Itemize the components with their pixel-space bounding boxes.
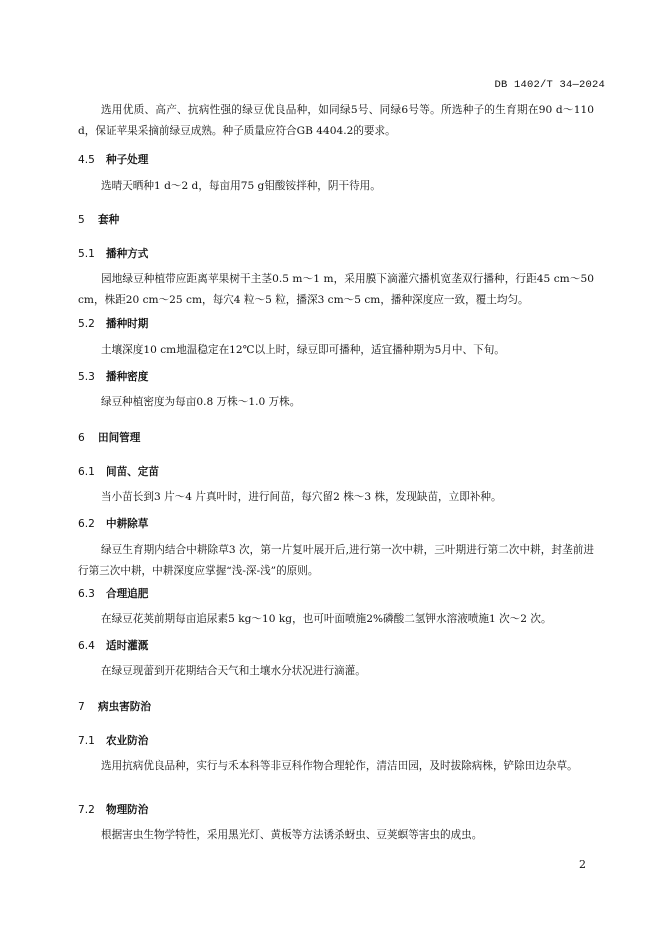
- section-heading-5-3: [78, 369, 148, 385]
- section-paragraph-6-1: 当小苗长到3 片～4 片真叶时，进行间苗，每穴留2 株～3 株，发现缺苗，立即补种。: [101, 491, 502, 503]
- section-paragraph-6-3: 在绿豆花荚前期每亩追尿素5 kg～10 kg，也可叶面喷施2%磷酸二氢钾水溶液喷施1 次～2 次。: [101, 613, 552, 625]
- section-title: 合理追肥: [106, 588, 149, 600]
- section-title: 病虫害防治: [98, 701, 151, 713]
- section-number: 7.2: [78, 804, 95, 816]
- section-number: 6.3: [78, 588, 95, 600]
- section-title: 播种方式: [106, 248, 149, 260]
- section-paragraph-4-5: 选晴天晒种1 d～2 d，每亩用75 g钼酸铵拌种，阴干待用。: [101, 180, 381, 192]
- page-number: 2: [579, 858, 586, 871]
- section-title: 种子处理: [106, 154, 149, 166]
- section-heading-5: [78, 212, 119, 228]
- section-title: 适时灌溉: [106, 640, 149, 652]
- section-number: 5.2: [78, 318, 95, 330]
- section-heading-7-2: [78, 802, 148, 818]
- section-number: 4.5: [78, 154, 95, 166]
- section-number: 6.4: [78, 640, 95, 652]
- section-number: 6.1: [78, 466, 95, 478]
- section-number: 6: [78, 432, 85, 444]
- section-paragraph-5-2: 土壤深度10 cm地温稳定在12℃以上时，绿豆即可播种，适宜播种期为5月中、下旬。: [101, 344, 505, 356]
- section-heading-6-2: [78, 516, 148, 532]
- section-title: 田间管理: [98, 432, 141, 444]
- section-paragraph-5-1: 园地绿豆种植带应距离苹果树干主茎0.5 m～1 m，采用膜下滴灌穴播机宽垄双行播种，行距45 cm～50 cm，株距20 cm～25 cm，每穴4 粒～5 粒，播深3 cm～5 cm，播种深度应一致，覆土均匀。: [78, 273, 594, 306]
- section-number: 5.1: [78, 248, 95, 260]
- section-paragraph-5-3: 绿豆种植密度为每亩0.8 万株～1.0 万株。: [101, 396, 301, 408]
- section-heading-6-4: [78, 638, 148, 654]
- section-title: 套种: [98, 214, 120, 226]
- section-heading-5-2: [78, 316, 148, 332]
- section-number: 7: [78, 701, 85, 713]
- section-number: 5.3: [78, 371, 95, 383]
- section-heading-5-1: [78, 246, 148, 262]
- section-number: 6.2: [78, 518, 95, 530]
- section-heading-7: [78, 699, 151, 715]
- section-paragraph-6-4: 在绿豆现蕾到开花期结合天气和土壤水分状况进行滴灌。: [101, 665, 366, 677]
- section-heading-6-3: [78, 586, 148, 602]
- document-id: DB 1402/T 34—2024: [494, 79, 605, 91]
- section-paragraph-6-2: 绿豆生育期内结合中耕除草3 次，第一片复叶展开后,进行第一次中耕，三叶期进行第二次中耕，封垄前进行第三次中耕，中耕深度应掌握“浅-深-浅”的原则。: [78, 544, 594, 577]
- section-number: 5: [78, 214, 85, 226]
- section-title: 播种密度: [106, 371, 149, 383]
- section-heading-7-1: [78, 733, 148, 749]
- section-title: 物理防治: [106, 804, 149, 816]
- intro-paragraph: 选用优质、高产、抗病性强的绿豆优良品种，如同绿5号、同绿6号等。所选种子的生育期在90 d～110 d，保证苹果采摘前绿豆成熟。种子质量应符合GB 4404.2的要求。: [78, 104, 594, 137]
- section-heading-6-1: [78, 464, 159, 480]
- section-paragraph-7-2: 根据害虫生物学特性，采用黑光灯、黄板等方法诱杀蚜虫、豆荚螟等害虫的成虫。: [101, 829, 483, 841]
- section-heading-4-5: [78, 152, 148, 168]
- section-paragraph-7-1: 选用抗病优良品种，实行与禾本科等非豆科作物合理轮作，清洁田园，及时拔除病株，铲除田边杂草。: [101, 760, 578, 772]
- section-title: 间苗、定苗: [106, 466, 159, 478]
- section-number: 7.1: [78, 735, 95, 747]
- section-title: 农业防治: [106, 735, 149, 747]
- section-title: 中耕除草: [106, 518, 149, 530]
- section-title: 播种时期: [106, 318, 149, 330]
- section-heading-6: [78, 430, 140, 446]
